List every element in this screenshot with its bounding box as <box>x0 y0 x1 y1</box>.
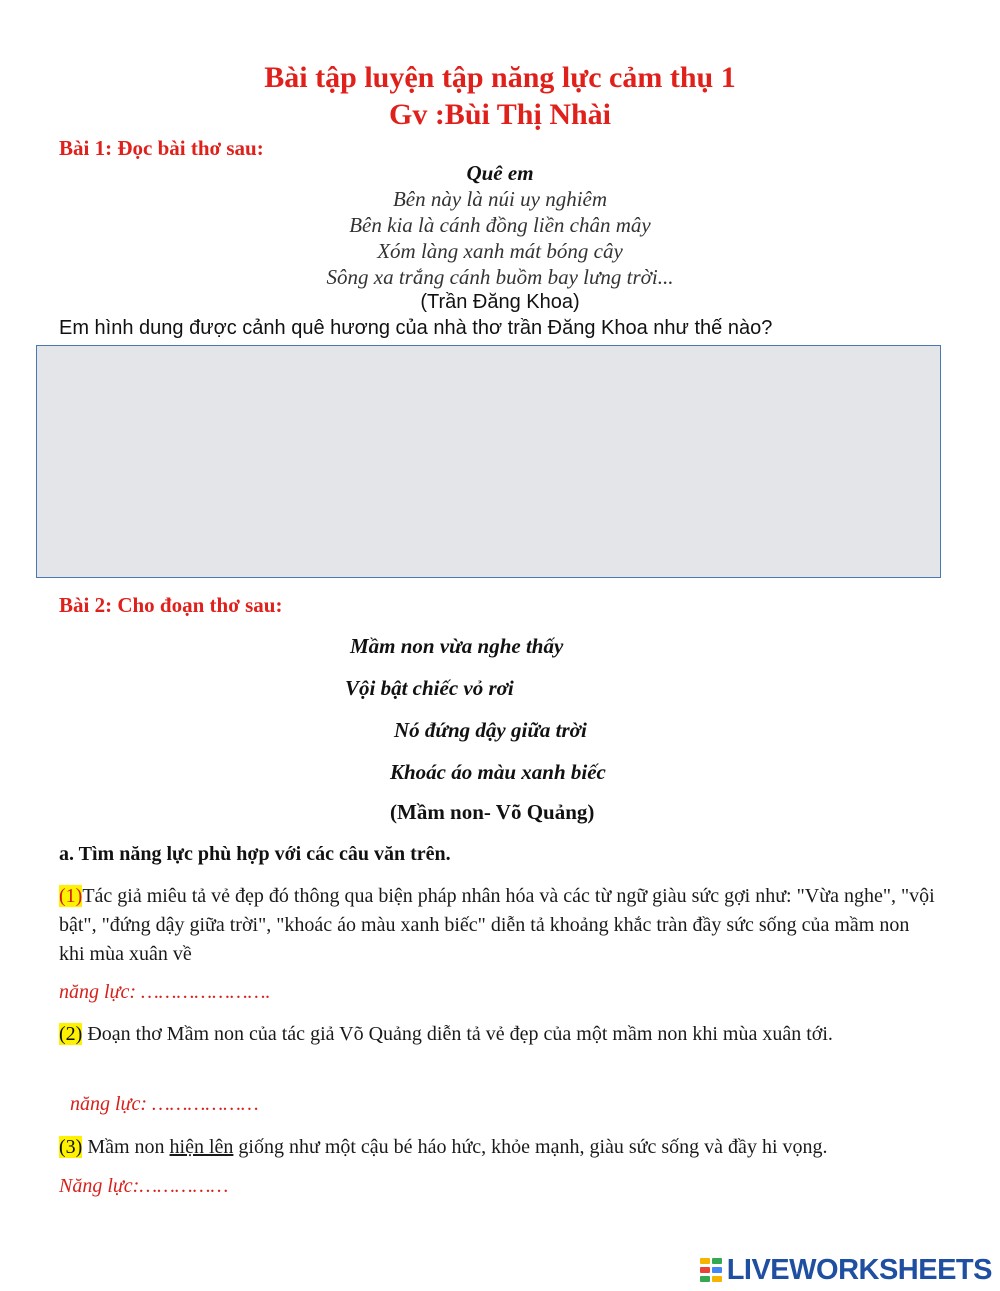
answer-textbox[interactable] <box>36 345 941 578</box>
exercise2-heading: Bài 2: Cho đoạn thơ sau: <box>59 593 283 617</box>
poem2-source: (Mầm non- Võ Quảng) <box>390 800 595 824</box>
poem2-line: Nó đứng dậy giữa trời <box>394 718 587 742</box>
item-number: (1) <box>59 885 83 907</box>
poem2-line: Khoác áo màu xanh biếc <box>390 760 606 784</box>
poem-author: (Trần Đăng Khoa) <box>420 291 580 313</box>
statement-text: Đoạn thơ Mầm non của tác giả Võ Quảng diễn tả vẻ đẹp của một mầm non khi mùa xuân tới. <box>82 1023 833 1045</box>
statement-3 <box>59 1133 939 1162</box>
logo-icon <box>700 1255 724 1285</box>
poem-line: Bên này là núi uy nghiêm <box>392 187 608 211</box>
poem-line: Sông xa trắng cánh buồm bay lưng trời... <box>326 265 674 289</box>
exercise1-question: Em hình dung được cảnh quê hương của nhà thơ trần Đăng Khoa như thế nào? <box>59 317 773 339</box>
statement-text: giống như một cậu bé háo hức, khỏe mạnh, giàu sức sống và đầy hi vọng. <box>233 1136 828 1158</box>
statement-text: Mầm non <box>82 1136 170 1158</box>
poem-line: Xóm làng xanh mát bóng cây <box>377 239 623 263</box>
ability-blank-3[interactable]: Năng lực:…………… <box>59 1175 229 1197</box>
teacher-name: Gv :Bùi Thị Nhài <box>388 98 612 131</box>
poem-line: Bên kia là cánh đồng liền chân mây <box>349 213 651 237</box>
ability-blank-1[interactable]: năng lực: …………………. <box>59 981 271 1003</box>
poem2-line: Vội bật chiếc vỏ rơi <box>345 676 514 700</box>
exercise1-heading: Bài 1: Đọc bài thơ sau: <box>59 136 264 160</box>
logo-text: LIVEWORKSHEETS <box>726 1253 992 1286</box>
poem2-line: Mầm non vừa nghe thấy <box>350 634 564 658</box>
ability-blank-2[interactable]: năng lực: ……………… <box>70 1093 259 1115</box>
item-number: (2) <box>59 1023 83 1045</box>
statement-1 <box>59 882 939 969</box>
exercise2-task: a. Tìm năng lực phù hợp với các câu văn trên. <box>59 843 451 865</box>
item-number: (3) <box>59 1136 83 1158</box>
statement-text: Tác giả miêu tả vẻ đẹp đó thông qua biện pháp nhân hóa và các từ ngữ giàu sức gợi như: "Vừa nghe", "vội bật", "đứng dậy giữa trời", "khoác áo màu xanh biếc" diễn tả khoảng khắc tràn đầy sức sống của mầm non khi mùa xuân về <box>59 885 935 965</box>
statement-2 <box>59 1020 939 1049</box>
statement-underlined: hiện lên <box>169 1136 234 1158</box>
poem-title: Quê em <box>466 161 534 185</box>
liveworksheets-logo <box>700 1252 992 1288</box>
worksheet-title: Bài tập luyện tập năng lực cảm thụ 1 <box>264 61 736 94</box>
